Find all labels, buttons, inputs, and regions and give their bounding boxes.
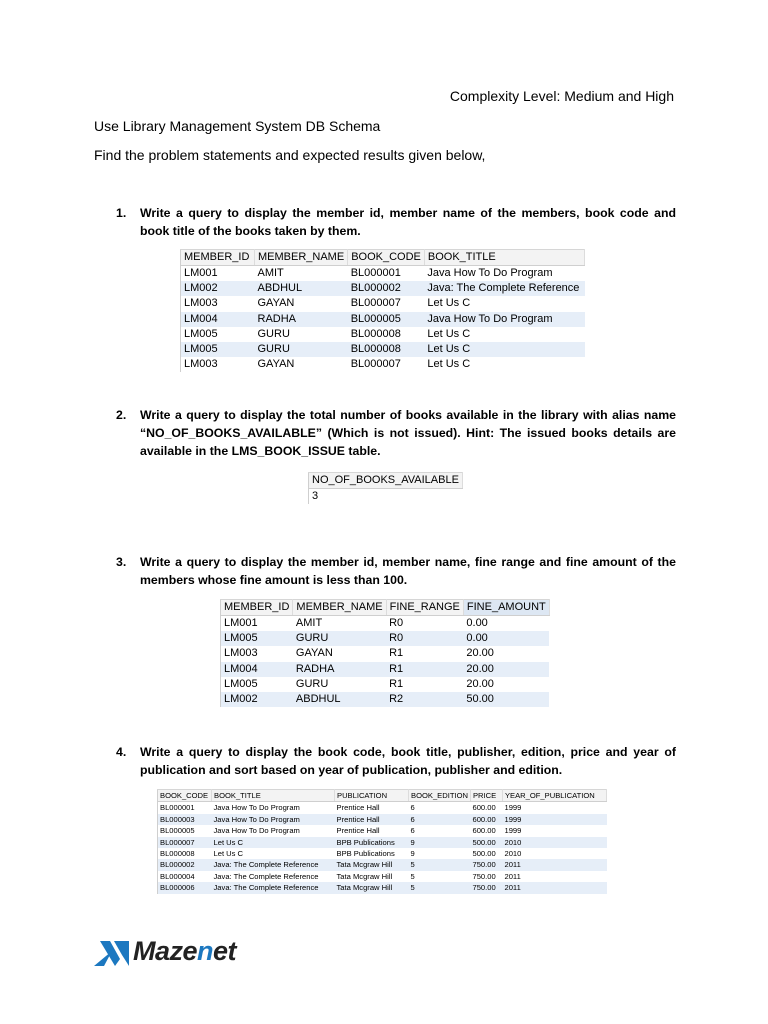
table-cell: Java: The Complete Reference (424, 281, 584, 296)
table-cell: Tata Mcgraw Hill (335, 882, 409, 893)
table-cell: Java How To Do Program (213, 803, 300, 813)
table-cell: R1 (389, 647, 404, 660)
table-cell: LM005 (221, 631, 293, 646)
table-cell: Prentice Hall (335, 814, 409, 825)
q1-result-table (180, 249, 585, 372)
table-cell: 500.00 (472, 849, 496, 859)
table-cell: 600.00 (472, 826, 496, 836)
table-row (221, 616, 550, 632)
table-cell: Java How To Do Program (424, 312, 584, 327)
table-cell: Prentice Hall (336, 803, 380, 813)
table-cell: 750.00 (470, 882, 502, 893)
table-row (309, 489, 463, 505)
column-header: MEMBER_NAME (293, 600, 386, 616)
table-cell: 750.00 (470, 859, 502, 870)
question-number: 3. (116, 555, 127, 569)
table-cell: 0.00 (466, 617, 488, 629)
table-cell: 20.00 (463, 662, 549, 677)
mazenet-logo (94, 936, 236, 967)
table-cell: GURU (257, 327, 290, 340)
q2-result-table (308, 472, 463, 504)
column-header: FINE_RANGE (386, 600, 463, 616)
table-cell: RADHA (293, 662, 386, 677)
table-row (181, 266, 585, 282)
table-cell: LM004 (181, 312, 255, 327)
table-cell: R1 (389, 677, 404, 690)
question-text: Write a query to display the book code, book title, publisher, edition, price and year of publication and sort based on year of publication, publisher and edition. (140, 745, 676, 777)
table-cell: BPB Publications (335, 837, 409, 848)
table-cell: 500.00 (470, 837, 502, 848)
table-cell: 2011 (502, 882, 606, 893)
table-cell: BL000002 (348, 281, 425, 296)
table-row (181, 342, 585, 357)
table-row (181, 312, 585, 327)
table-cell: LM005 (181, 342, 255, 357)
table-cell: Prentice Hall (336, 826, 380, 836)
table-cell: R0 (386, 631, 463, 646)
question-number: 1. (116, 206, 127, 220)
table-cell: BL000001 (350, 267, 401, 279)
table-cell: 2011 (504, 871, 521, 881)
instruction-line: Find the problem statements and expected results given below, (94, 147, 486, 163)
table-cell: 1999 (502, 814, 606, 825)
table-cell: BL000007 (158, 837, 212, 848)
column-header: PRICE (470, 790, 502, 802)
table-cell: BL000007 (350, 358, 401, 371)
table-cell: BL000002 (158, 859, 212, 870)
table-cell: Tata Mcgraw Hill (335, 859, 409, 870)
table-row (158, 859, 607, 870)
table-row (221, 677, 550, 692)
table-cell: LM003 (184, 297, 218, 310)
table-cell: 600.00 (472, 803, 496, 813)
table-cell: R2 (386, 692, 463, 707)
table-row (158, 837, 607, 848)
table-cell: 0.00 (463, 631, 549, 646)
table-cell: Let Us C (213, 849, 244, 859)
table-cell: BL000003 (158, 814, 212, 825)
table-cell: 3 (312, 490, 319, 502)
column-header: NO_OF_BOOKS_AVAILABLE (309, 473, 463, 489)
table-cell: LM001 (224, 617, 258, 629)
table-cell: LM001 (184, 267, 218, 279)
table-cell: Let Us C (424, 342, 584, 357)
table-cell: R0 (389, 617, 404, 629)
table-cell: Let Us C (427, 327, 471, 340)
table-cell: 50.00 (463, 692, 549, 707)
table-row (158, 848, 607, 859)
table-cell: Java How To Do Program (213, 826, 300, 836)
table-cell: RADHA (255, 312, 348, 327)
table-cell: BL000005 (160, 826, 195, 836)
table-cell: Java How To Do Program (427, 267, 553, 279)
table-cell: Java: The Complete Reference (212, 882, 335, 893)
table-cell: 1999 (504, 803, 522, 813)
question-number: 2. (116, 408, 127, 422)
table-cell: BL000008 (348, 342, 425, 357)
table-cell: LM004 (221, 662, 293, 677)
question-3 (116, 553, 676, 589)
table-row (181, 327, 585, 342)
complexity-level: Complexity Level: Medium and High (449, 88, 674, 104)
table-row (158, 802, 607, 814)
table-cell: 2011 (502, 859, 606, 870)
q3-result-table (220, 599, 550, 707)
table-row (181, 296, 585, 311)
table-cell: GAYAN (295, 647, 333, 660)
table-row (181, 357, 585, 372)
q4-result-table (157, 789, 607, 894)
column-header: MEMBER_NAME (255, 250, 348, 266)
table-cell: LM003 (184, 358, 218, 371)
table-cell: BL000005 (348, 312, 425, 327)
table-row (158, 871, 607, 882)
table-cell: ABDHUL (255, 281, 348, 296)
column-header: BOOK_EDITION (409, 790, 471, 802)
question-number: 4. (116, 745, 127, 759)
table-cell: 1999 (504, 826, 522, 836)
table-cell: Let Us C (427, 297, 471, 310)
table-cell: BL000001 (160, 803, 195, 813)
table-cell: BL000004 (160, 871, 195, 881)
question-1 (116, 204, 676, 240)
question-text: Write a query to display the total number of books available in the library with alias name “NO_OF_BOOKS_AVAILABLE” (Which is not issued). Hint: The issued books details are available in the LMS_BOOK_ISSUE table. (140, 408, 676, 458)
table-cell: AMIT (295, 617, 323, 629)
table-row (158, 882, 607, 893)
column-header: YEAR_OF_PUBLICATION (502, 790, 606, 802)
table-cell: Java How To Do Program (212, 814, 335, 825)
column-header: BOOK_TITLE (424, 250, 584, 266)
column-header: BOOK_CODE (158, 790, 212, 802)
table-cell: 5 (410, 871, 415, 881)
table-cell: GURU (295, 677, 329, 690)
table-cell: LM003 (224, 647, 258, 660)
table-cell: GURU (293, 631, 386, 646)
table-cell: 6 (409, 814, 471, 825)
table-cell: 9 (410, 849, 415, 859)
column-header: MEMBER_ID (181, 250, 255, 266)
table-cell: GURU (255, 342, 348, 357)
table-cell: BPB Publications (336, 849, 395, 859)
table-cell: Java: The Complete Reference (212, 859, 335, 870)
table-cell: 600.00 (470, 814, 502, 825)
table-cell: R1 (386, 662, 463, 677)
table-row (221, 631, 550, 646)
table-row (221, 662, 550, 677)
table-cell: 2010 (502, 837, 606, 848)
table-cell: LM002 (221, 692, 293, 707)
table-row (221, 692, 550, 707)
table-cell: BL000006 (158, 882, 212, 893)
question-text: Write a query to display the member id, member name of the members, book code and book title of the books taken by them. (140, 206, 676, 238)
question-text: Write a query to display the member id, member name, fine range and fine amount of the members whose fine amount is less than 100. (140, 555, 676, 587)
table-cell: LM005 (184, 327, 218, 340)
table-cell: ABDHUL (293, 692, 386, 707)
column-header: FINE_AMOUNT (463, 600, 549, 616)
table-cell: 2010 (504, 849, 522, 859)
table-cell: AMIT (257, 267, 284, 279)
column-header: MEMBER_ID (221, 600, 293, 616)
question-4 (116, 743, 676, 779)
table-cell: Tata Mcgraw Hill (336, 871, 393, 881)
column-header: BOOK_CODE (348, 250, 425, 266)
table-cell: 5 (409, 882, 471, 893)
table-row (158, 814, 607, 825)
table-cell: 6 (410, 826, 415, 836)
schema-line: Use Library Management System DB Schema (94, 118, 381, 134)
table-cell: Let Us C (212, 837, 335, 848)
table-row (158, 825, 607, 836)
column-header: PUBLICATION (335, 790, 409, 802)
table-cell: GAYAN (257, 358, 295, 371)
column-header: BOOK_TITLE (212, 790, 335, 802)
table-cell: BL000007 (350, 297, 401, 310)
table-cell: 750.00 (472, 871, 496, 881)
mazenet-logo-icon (94, 937, 130, 967)
table-cell: LM005 (224, 677, 258, 690)
table-cell: 5 (409, 859, 471, 870)
mazenet-wordmark: Mazenet (133, 936, 237, 966)
table-cell: 9 (409, 837, 471, 848)
table-cell: 6 (410, 803, 415, 813)
table-cell: Java: The Complete Reference (213, 871, 319, 881)
table-cell: Let Us C (427, 358, 471, 371)
table-cell: 20.00 (466, 647, 494, 660)
question-2 (116, 406, 676, 460)
table-cell: GAYAN (257, 297, 295, 310)
table-row (221, 646, 550, 661)
table-cell: BL000008 (350, 327, 401, 340)
table-row (181, 281, 585, 296)
table-cell: LM002 (181, 281, 255, 296)
table-cell: 20.00 (466, 677, 494, 690)
table-cell: BL000008 (160, 849, 195, 859)
